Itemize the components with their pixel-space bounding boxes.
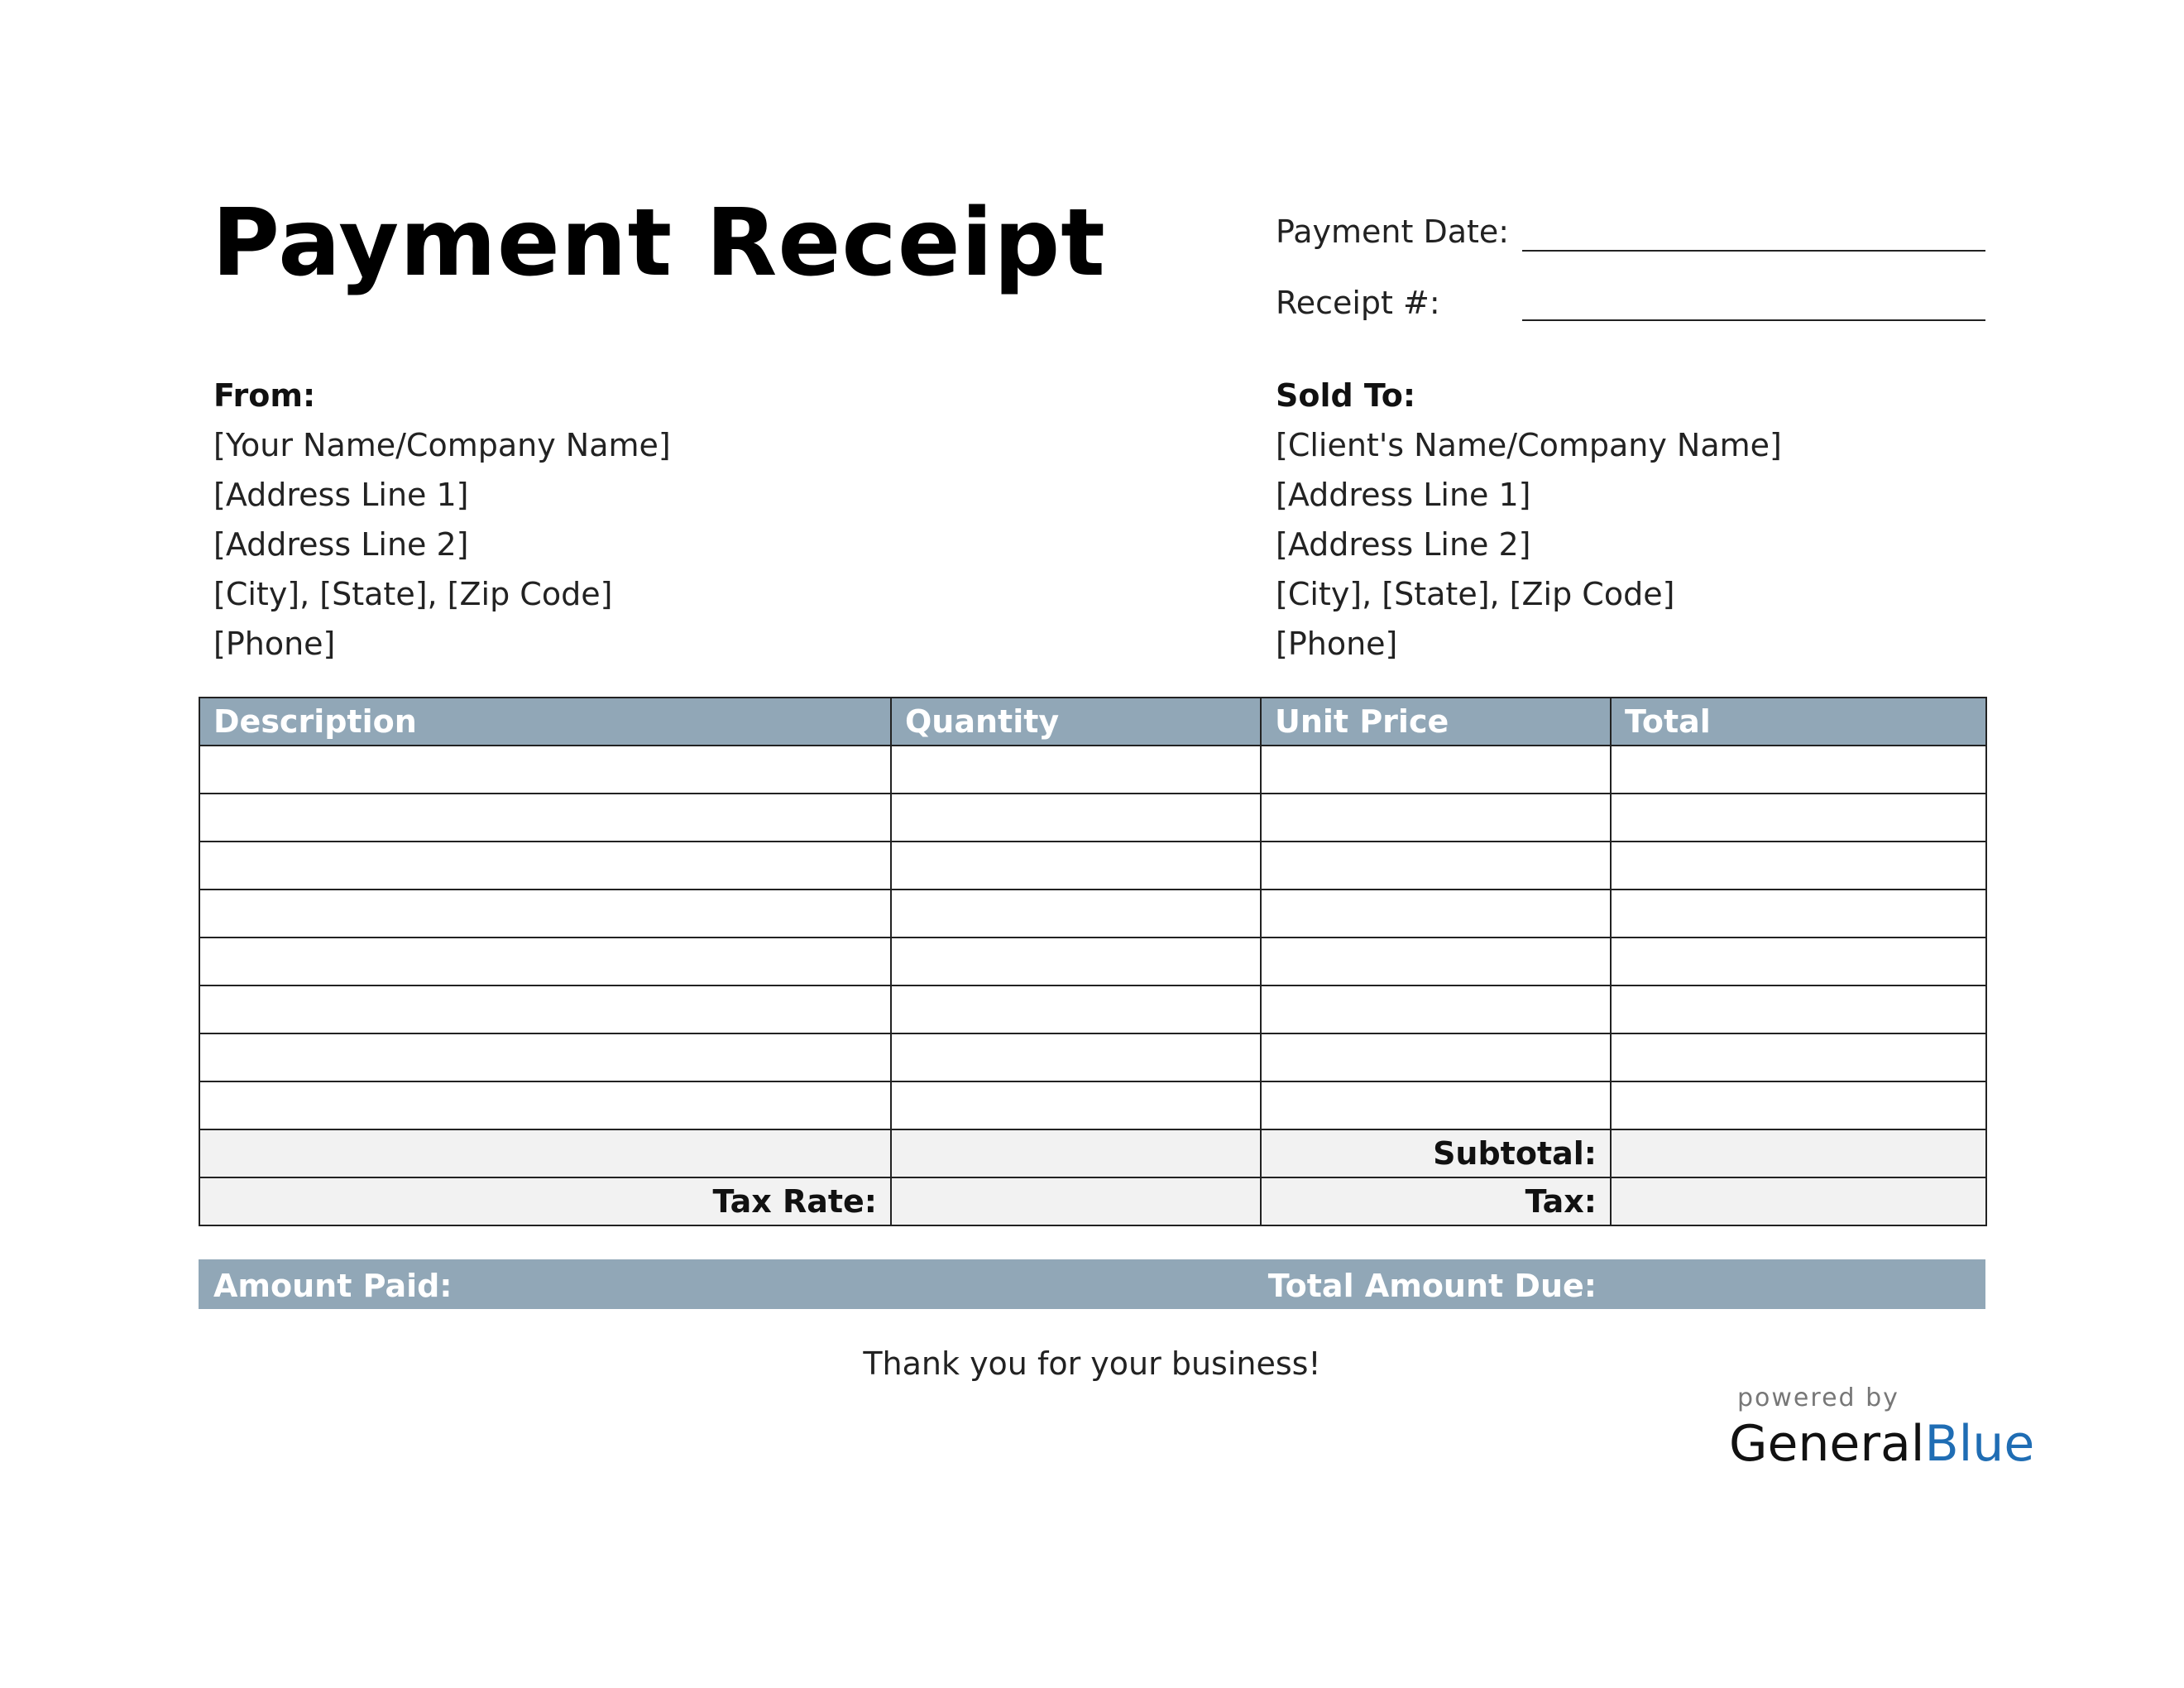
from-city-state-zip[interactable]: [City], [State], [Zip Code] [213,576,613,612]
subtotal-value[interactable] [1611,1129,1986,1177]
cell-total[interactable] [1611,1033,1986,1081]
cell-quantity[interactable] [891,938,1261,985]
cell-quantity[interactable] [891,985,1261,1033]
line-items-table [199,697,1987,1226]
from-address-line-2[interactable]: [Address Line 2] [213,526,469,563]
brand-name-dark: General [1729,1415,1925,1473]
tax-rate-label: Tax Rate: [199,1177,891,1225]
cell-unit-price[interactable] [1261,746,1611,794]
cell-unit-price[interactable] [1261,794,1611,842]
client-address-line-1[interactable]: [Address Line 1] [1276,477,1531,513]
subtotal-label: Subtotal: [1261,1129,1611,1177]
receipt-number-field[interactable] [1522,319,1985,321]
from-company-name[interactable]: [Your Name/Company Name] [213,427,671,463]
cell-total[interactable] [1611,746,1986,794]
table-row [199,1033,1986,1081]
cell-quantity[interactable] [891,890,1261,938]
cell-quantity[interactable] [891,746,1261,794]
from-address-line-1[interactable]: [Address Line 1] [213,477,469,513]
cell-description[interactable] [199,1081,891,1129]
tax-row [199,1177,1986,1225]
generalblue-logo [1729,1415,2034,1473]
table-row [199,794,1986,842]
cell-total[interactable] [1611,842,1986,890]
cell-unit-price[interactable] [1261,1033,1611,1081]
cell-total[interactable] [1611,938,1986,985]
cell-description[interactable] [199,794,891,842]
sold-to-heading: Sold To: [1276,377,1416,414]
tax-label: Tax: [1261,1177,1611,1225]
line-items-body [199,746,1986,1129]
summary-blank-cell [199,1129,891,1177]
table-row [199,890,1986,938]
cell-unit-price[interactable] [1261,842,1611,890]
total-amount-due-label: Total Amount Due: [1267,1268,1597,1304]
client-company-name[interactable]: [Client's Name/Company Name] [1276,427,1782,463]
cell-description[interactable] [199,985,891,1033]
cell-unit-price[interactable] [1261,890,1611,938]
cell-quantity[interactable] [891,794,1261,842]
table-header-row [199,698,1986,746]
from-section [213,371,671,669]
tax-rate-value[interactable] [891,1177,1261,1225]
table-row [199,746,1986,794]
cell-description[interactable] [199,1033,891,1081]
from-phone[interactable]: [Phone] [213,626,336,662]
cell-total[interactable] [1611,890,1986,938]
column-header-description: Description [199,698,891,746]
cell-total[interactable] [1611,1081,1986,1129]
client-city-state-zip[interactable]: [City], [State], [Zip Code] [1276,576,1675,612]
cell-total[interactable] [1611,794,1986,842]
cell-quantity[interactable] [891,1081,1261,1129]
receipt-number-label: Receipt #: [1276,285,1440,321]
column-header-quantity: Quantity [891,698,1261,746]
cell-total[interactable] [1611,985,1986,1033]
cell-description[interactable] [199,842,891,890]
cell-quantity[interactable] [891,1033,1261,1081]
thank-you-message: Thank you for your business! [863,1345,1321,1382]
subtotal-row [199,1129,1986,1177]
cell-description[interactable] [199,890,891,938]
amount-paid-label: Amount Paid: [213,1268,453,1304]
column-header-total: Total [1611,698,1986,746]
summary-blank-cell [891,1129,1261,1177]
cell-description[interactable] [199,746,891,794]
tax-value[interactable] [1611,1177,1986,1225]
table-row [199,1081,1986,1129]
table-row [199,985,1986,1033]
brand-name-blue: Blue [1924,1415,2035,1473]
column-header-unit-price: Unit Price [1261,698,1611,746]
table-row [199,842,1986,890]
amount-paid-bar [199,1259,1985,1309]
client-phone[interactable]: [Phone] [1276,626,1398,662]
payment-date-label: Payment Date: [1276,213,1510,250]
cell-unit-price[interactable] [1261,938,1611,985]
cell-quantity[interactable] [891,842,1261,890]
from-heading: From: [213,377,316,414]
cell-unit-price[interactable] [1261,985,1611,1033]
payment-date-field[interactable] [1522,250,1985,252]
cell-description[interactable] [199,938,891,985]
page-title: Payment Receipt [212,189,1106,297]
table-row [199,938,1986,985]
sold-to-section [1276,371,1782,669]
client-address-line-2[interactable]: [Address Line 2] [1276,526,1531,563]
powered-by-text: powered by [1737,1383,1899,1412]
cell-unit-price[interactable] [1261,1081,1611,1129]
